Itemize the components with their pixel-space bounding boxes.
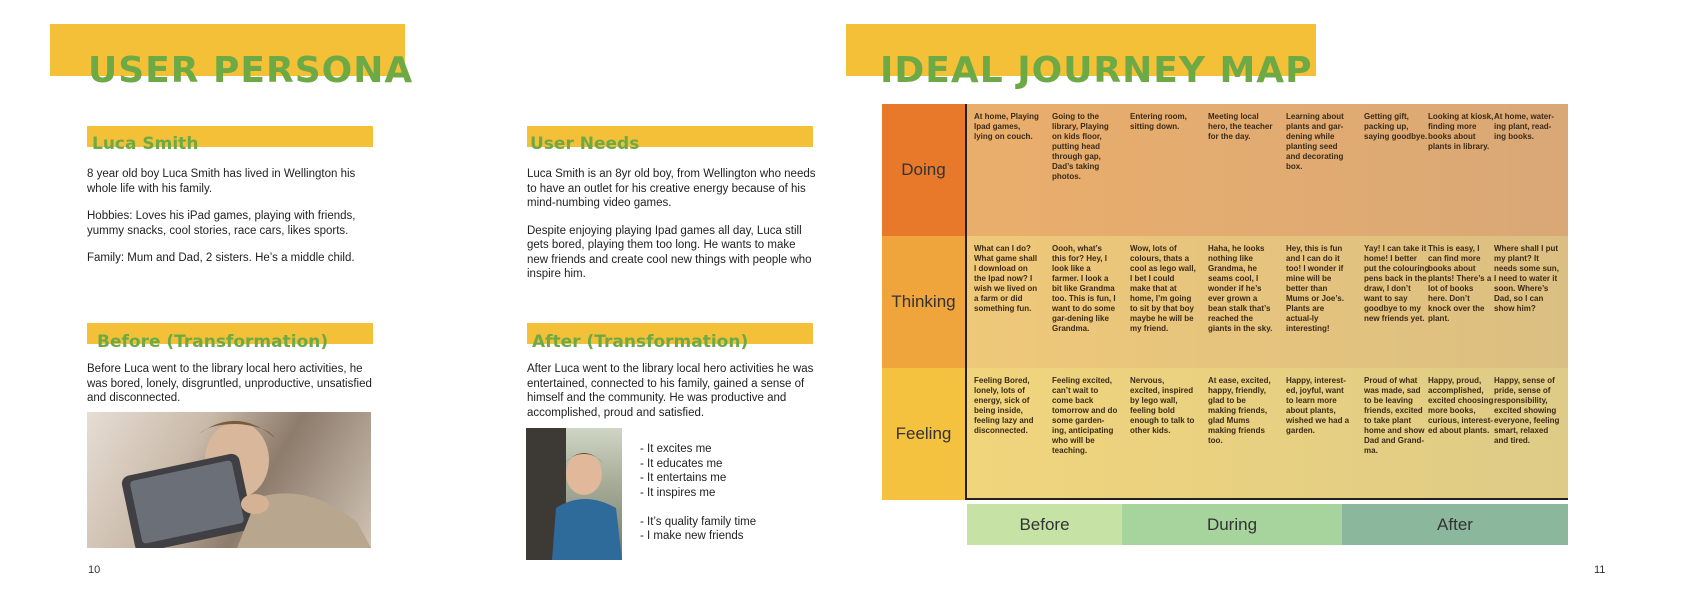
- thinking-cell: Where shall I put my plant? It needs some sun, I need to water it soon. Where’s Dad, so I can show him?: [1494, 244, 1559, 313]
- benefit-item: - I make new friends: [640, 530, 744, 542]
- before-text: Before Luca went to the library local hero activities, he was bored, lonely, disgruntled, unproductive, unsatisfied and disconnected.: [87, 363, 372, 404]
- page-title-left: USER PERSONA: [88, 50, 414, 91]
- row-label-thinking: Thinking: [882, 236, 965, 368]
- persona-bio: 8 year old boy Luca Smith has lived in Wellington his whole life with his family.: [87, 168, 356, 195]
- benefit-item: - It entertains me: [640, 472, 727, 484]
- thinking-cell: Hey, this is fun and I can do it too! I wonder if mine will be better than Mums or Joe’s. Plants are actual-ly interesting!: [1286, 244, 1344, 333]
- map-horizontal-axis: [965, 498, 1568, 500]
- doing-cell: Looking at kiosk, finding more books about plants in library.: [1428, 112, 1494, 151]
- row-label-feeling: Feeling: [882, 368, 965, 500]
- benefit-spacer: [640, 500, 756, 515]
- thinking-cell: Haha, he looks nothing like Grandma, he seams cool, I wonder if he’s ever grown a bean stalk that’s reached the giants in the sky.: [1208, 244, 1273, 333]
- doing-cell: At home, water-ing plant, read-ing books.: [1494, 112, 1555, 141]
- needs-paragraph-1: Luca Smith is an 8yr old boy, from Wellington who needs to have an outlet for his creative energy because of his mind-numbing video games.: [527, 168, 816, 209]
- journey-map: [882, 104, 1568, 534]
- page-number-left: 10: [88, 564, 101, 576]
- phase-during: During: [1122, 504, 1342, 545]
- phase-after: After: [1342, 504, 1568, 545]
- boy-with-parent-photo: [526, 428, 622, 560]
- benefit-item: - It educates me: [640, 457, 723, 470]
- feeling-cell: Proud of what was made, sad to be leaving friends, excited to take plant home and show Dad and Grand-ma.: [1364, 376, 1425, 455]
- doing-cell: Getting gift, packing up, saying goodbye.: [1364, 112, 1428, 141]
- boy-with-ipad-photo: [87, 412, 371, 548]
- thinking-cell: What can I do? What game shall I download on the Ipad now? I wish we lived on a farm or did something fun.: [974, 244, 1038, 313]
- benefit-item: - It’s quality family time: [640, 515, 757, 528]
- feeling-cell: Nervous, excited, inspired by lego wall, feeling bold enough to talk to other kids.: [1130, 376, 1195, 435]
- doing-cell: Going to the library, Playing on kids floor, putting head through gap, Dad’s taking photos.: [1052, 112, 1109, 181]
- before-heading: Before (Transformation): [97, 332, 329, 352]
- feeling-cell: At ease, excited, happy, friendly, glad to be making friends, glad Mums making friends too.: [1208, 376, 1271, 445]
- feeling-cell: Happy, sense of pride, sense of responsibility, excited showing everyone, feeling smart, relaxed and tired.: [1494, 376, 1560, 445]
- after-benefits-list: [640, 442, 756, 544]
- row-label-doing: Doing: [882, 104, 965, 236]
- feeling-cell: Happy, interest-ed, joyful, want to learn more about plants, wished we had a garden.: [1286, 376, 1350, 435]
- needs-paragraph-2: Despite enjoying playing Ipad games all day, Luca still gets bored, playing them too long. He wants to make new friends and create cool new things with people who inspire him.: [527, 224, 812, 280]
- thinking-cell: Yay! I can take it home! I better put the colouring pens back in the draw, I don’t want to say goodbye to my new friends yet.: [1364, 244, 1430, 323]
- feeling-cell: Happy, proud, accomplished, excited choosing more books, curious, interest-ed about plants.: [1428, 376, 1494, 435]
- boy-with-parent-illustration: [526, 428, 622, 560]
- persona-family: Family: Mum and Dad, 2 sisters. He’s a middle child.: [87, 252, 355, 264]
- benefit-item: - It excites me: [640, 443, 712, 455]
- needs-text: [527, 167, 817, 295]
- benefit-item: - It inspires me: [640, 486, 716, 499]
- phase-before: Before: [967, 504, 1122, 545]
- map-vertical-axis: [965, 104, 967, 500]
- page-number-right: 11: [1594, 564, 1606, 576]
- needs-heading: User Needs: [530, 134, 640, 154]
- doing-cell: Learning about plants and gar-dening while planting seed and decorating box.: [1286, 112, 1344, 171]
- doing-cell: At home, Playing Ipad games, lying on couch.: [974, 112, 1039, 141]
- doing-cell: Meeting local hero, the teacher for the day.: [1208, 112, 1273, 141]
- feeling-cell: Feeling excited, can’t wait to come back tomorrow and do some garden-ing, anticipating who will be teaching.: [1052, 376, 1118, 455]
- doing-cell: Entering room, sitting down.: [1130, 112, 1187, 131]
- persona-text: [87, 167, 377, 279]
- persona-hobbies: Hobbies: Loves his iPad games, playing with friends, yummy snacks, cool stories, race cars, likes sports.: [87, 210, 356, 237]
- after-text: After Luca went to the library local hero activities he was entertained, connected to his family, gained a sense of himself and the community. He was productive and accomplished, proud and satisfied.: [527, 363, 814, 419]
- thinking-cell: This is easy, I can find more books about plants! There’s a lot of books here. Don’t knock over the plant.: [1428, 244, 1492, 323]
- feeling-cell: Feeling Bored, lonely, lots of energy, sick of being inside, feeling lazy and disconnected.: [974, 376, 1034, 435]
- persona-heading: Luca Smith: [92, 134, 199, 154]
- thinking-cell: Wow, lots of colours, thats a cool as lego wall, I bet I could make that at home, I’m going to sit by that boy maybe he will be my friend.: [1130, 244, 1196, 333]
- thinking-cell: Oooh, what’s this for? Hey, I look like a farmer. I look a bit like Grandma too. This is fun, I want to do some gar-dening like Grandma.: [1052, 244, 1116, 333]
- after-heading: After (Transformation): [532, 332, 749, 352]
- page-title-right: IDEAL JOURNEY MAP: [880, 50, 1313, 91]
- boy-with-ipad-illustration: [87, 412, 371, 548]
